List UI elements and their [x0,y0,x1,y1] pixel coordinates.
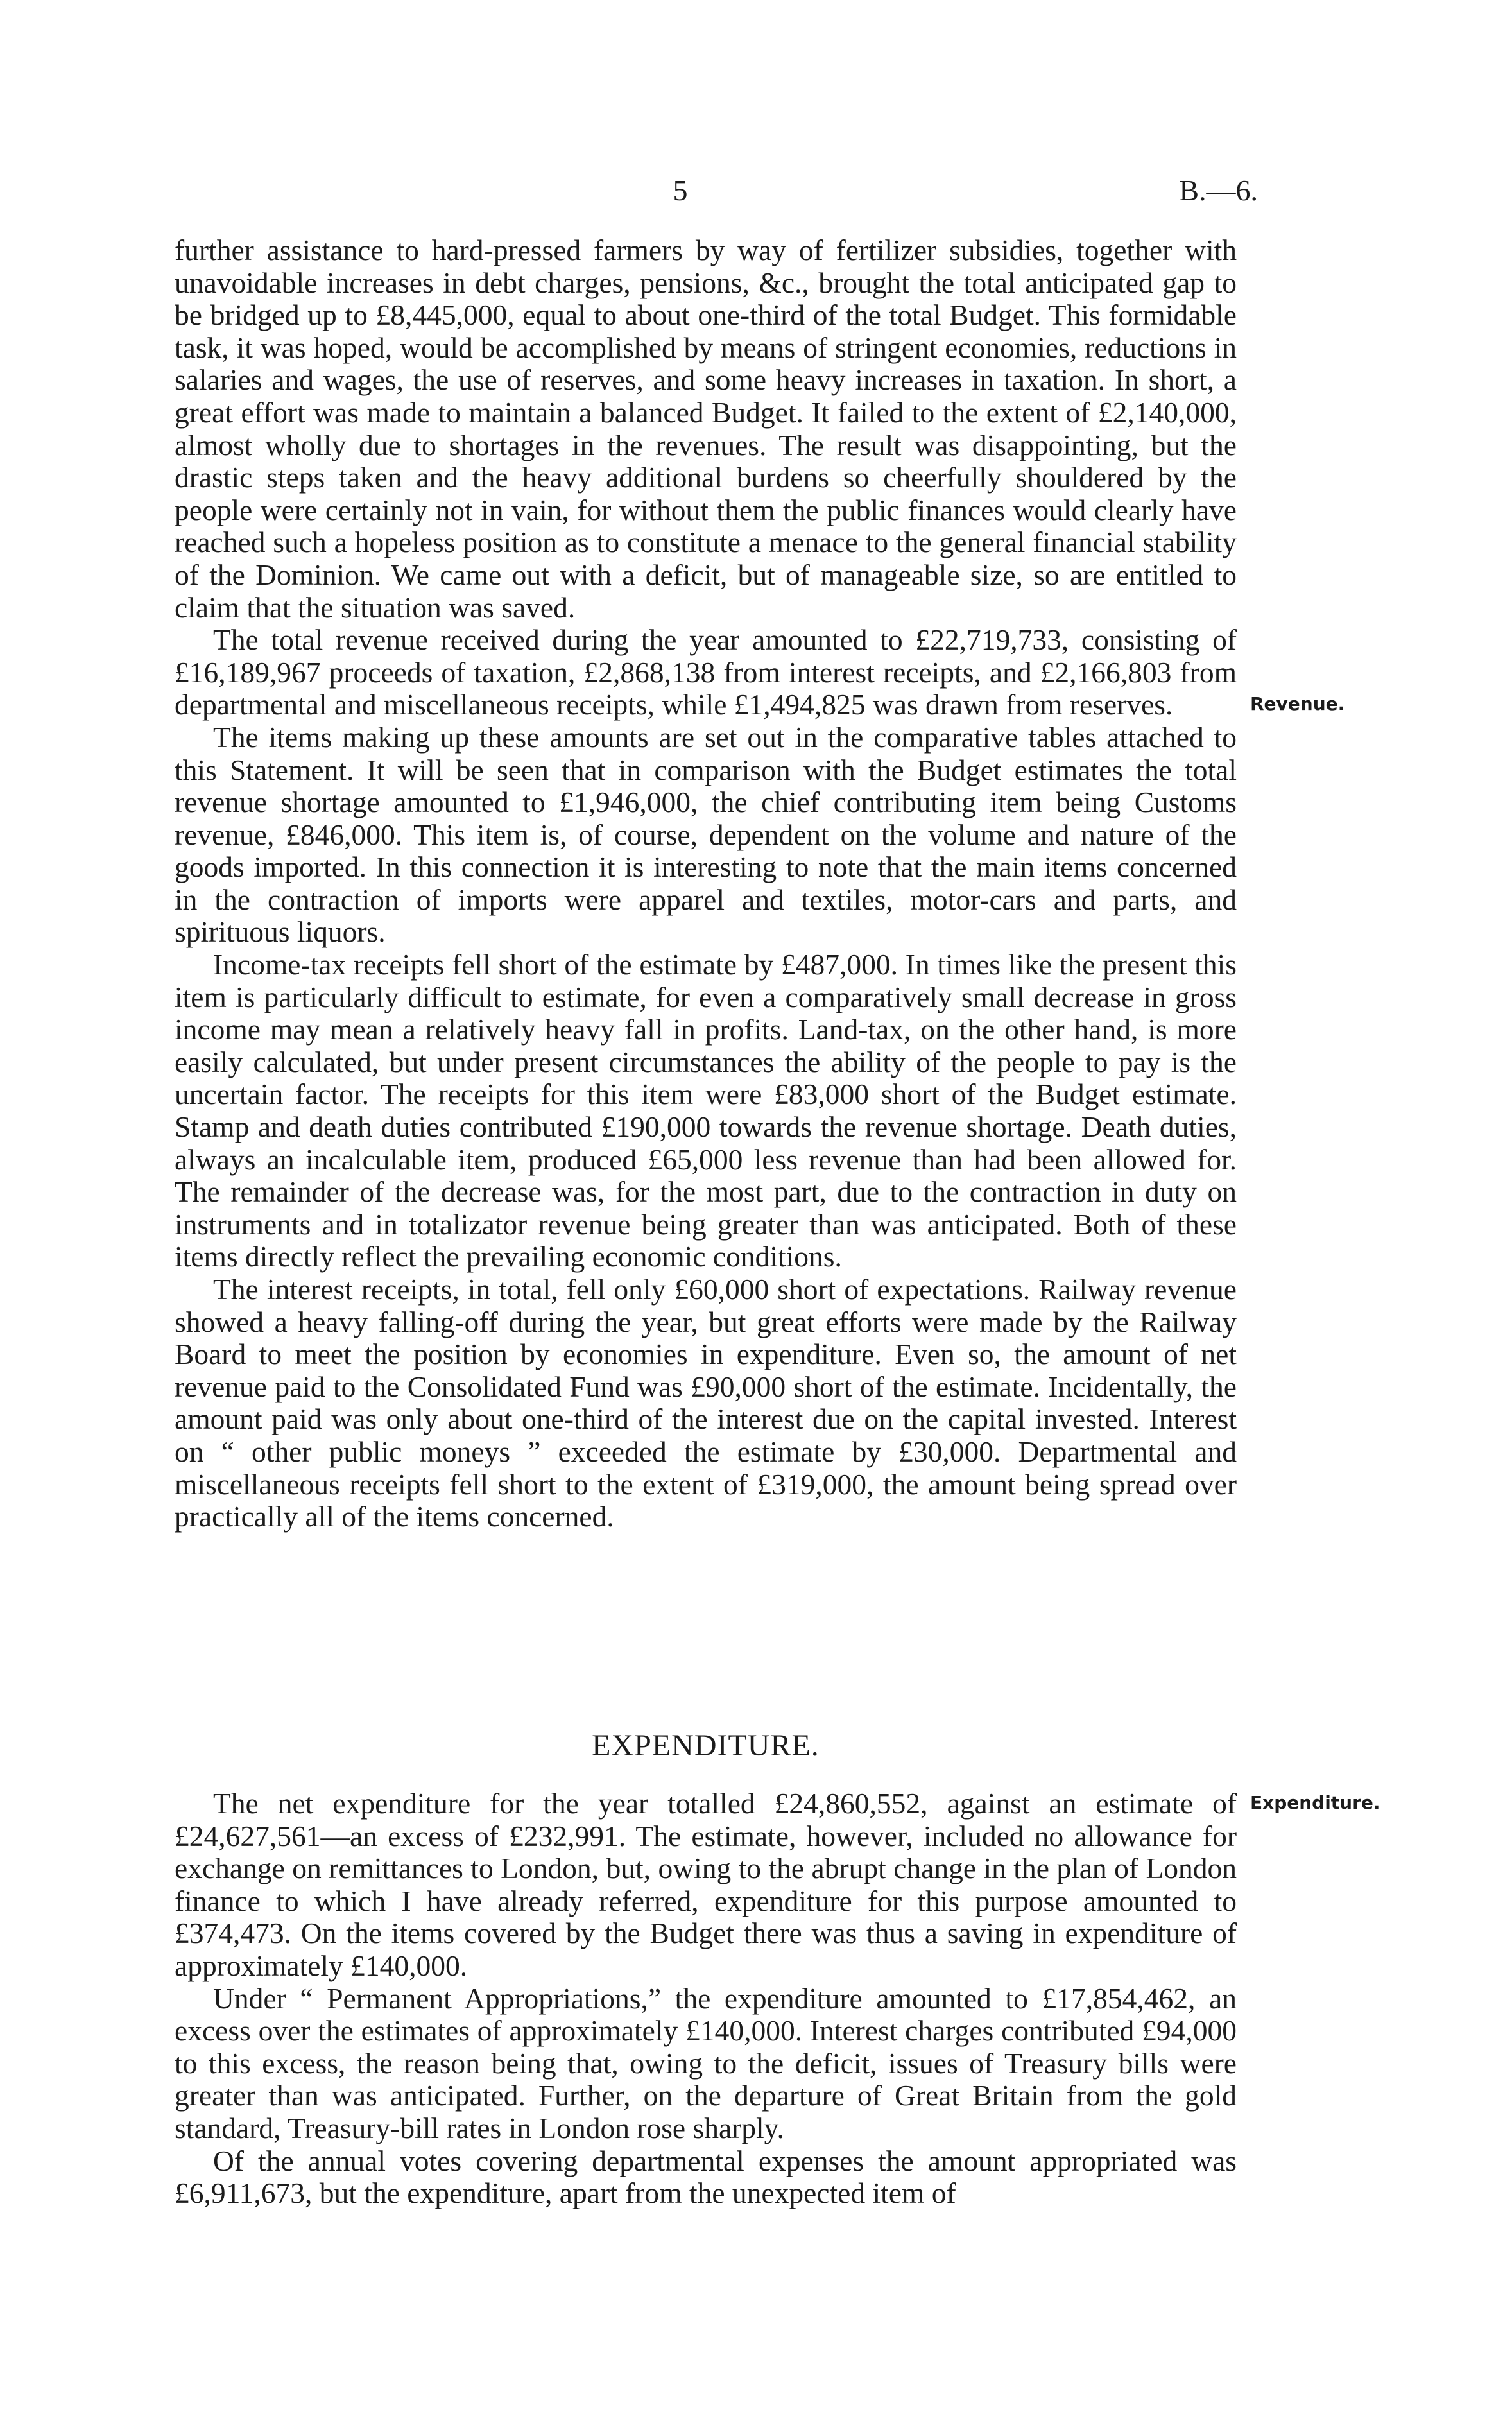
paragraph-income-tax: Income-tax receipts fell short of the estimate by £487,000. In times like the present this item is particularly difficult to estimate, for even a comparatively small decrease in gross income may mean a relatively heavy fall in profits. Land-tax, on the other hand, is more easily calculated, but under present circumstances the ability of the people to pay is the uncertain factor. The receipts for this item were £83,000 short of the Budget estimate. Stamp and death duties contributed £190,000 towards the revenue shortage. Death duties, always an incalculable item, produced £65,000 less revenue than had been allowed for. The remainder of the decrease was, for the most part, due to the contraction in duty on instruments and in totalizator revenue being greater than was anticipated. Both of these items directly reflect the prevailing economic conditions. [175,948,1237,1273]
revenue-text-block [175,234,1237,1533]
paragraph-annual-votes: Of the annual votes covering departmental expenses the amount appropriated was £6,911,673, but the expenditure, apart from the unexpected item of [175,2144,1237,2210]
section-heading-expenditure: EXPENDITURE. [592,1729,820,1763]
expenditure-text-block [175,1788,1237,2210]
paragraph-permanent-appropriations: Under “ Permanent Appropriations,” the expenditure amounted to £17,854,462, an excess over the estimates of approximately £140,000. Interest charges contributed £94,000 to this excess, the reason being that, owing to the deficit, issues of Treasury bills were greater than was anticipated. Further, on the departure of Great Britain from the gold standard, Treasury-bill rates in London rose sharply. [175,1981,1237,2144]
paragraph-interest-receipts: The interest receipts, in total, fell only £60,000 short of expectations. Railway revenue showed a heavy falling-off during the year, but great efforts were made by the Railway Board to meet the position by economies in expenditure. Even so, the amount of net revenue paid to the Consolidated Fund was £90,000 short of the estimate. Incidentally, the amount paid was only about one-third of the interest due on the capital invested. Interest on “ other public moneys ” exceeded the estimate by £30,000. Departmental and miscellaneous receipts fell short to the extent of £319,000, the amount being spread over practically all of the items concerned. [175,1273,1237,1533]
document-reference: B.—6. [1179,174,1258,207]
margin-note-revenue: Revenue. [1250,693,1345,714]
paragraph-net-expenditure: The net expenditure for the year totalled £24,860,552, against an estimate of £24,627,561—an excess of £232,991. The estimate, however, included no allowance for exchange on remittances to London, but, owing to the abrupt change in the plan of London finance to which I have already referred, expenditure for this purpose amounted to £374,473. On the items covered by the Budget there was thus a saving in expenditure of approximately £140,000. [175,1787,1237,1982]
paragraph-total-revenue: The total revenue received during the year amounted to £22,719,733, consisting of £16,189,967 proceeds of taxation, £2,868,138 from interest receipts, and £2,166,803 from departmental and miscellaneous receipts, while £1,494,825 was drawn from reserves. [175,623,1237,721]
paragraph-revenue-items: The items making up these amounts are set out in the comparative tables attached to this Statement. It will be seen that in comparison with the Budget estimates the total revenue shortage amounted to £1,946,000, the chief contributing item being Customs revenue, £846,000. This item is, of course, dependent on the volume and nature of the goods imported. In this connection it is interesting to note that the main items concerned in the contraction of imports were apparel and textiles, motor-cars and parts, and spirituous liquors. [175,720,1237,949]
paragraph-continued: further assistance to hard-pressed farmers by way of fertilizer subsidies, together with unavoidable increases in debt charges, pensions, &c., brought the total anticipated gap to be bridged up to £8,445,000, equal to about one-third of the total Budget. This formidable task, it was hoped, would be accomplished by means of stringent economies, reductions in salaries and wages, the use of reserves, and some heavy increases in taxation. In short, a great effort was made to maintain a balanced Budget. It failed to the extent of £2,140,000, almost wholly due to shortages in the revenues. The result was disappointing, but the drastic steps taken and the heavy additional burdens so cheerfully shouldered by the people were certainly not in vain, for without them the public finances would clearly have reached such a hopeless position as to constitute a menace to the general financial stability of the Dominion. We came out with a deficit, but of manageable size, so are entitled to claim that the situation was saved. [175,234,1237,624]
margin-note-expenditure: Expenditure. [1250,1792,1380,1813]
page-number: 5 [673,174,688,207]
